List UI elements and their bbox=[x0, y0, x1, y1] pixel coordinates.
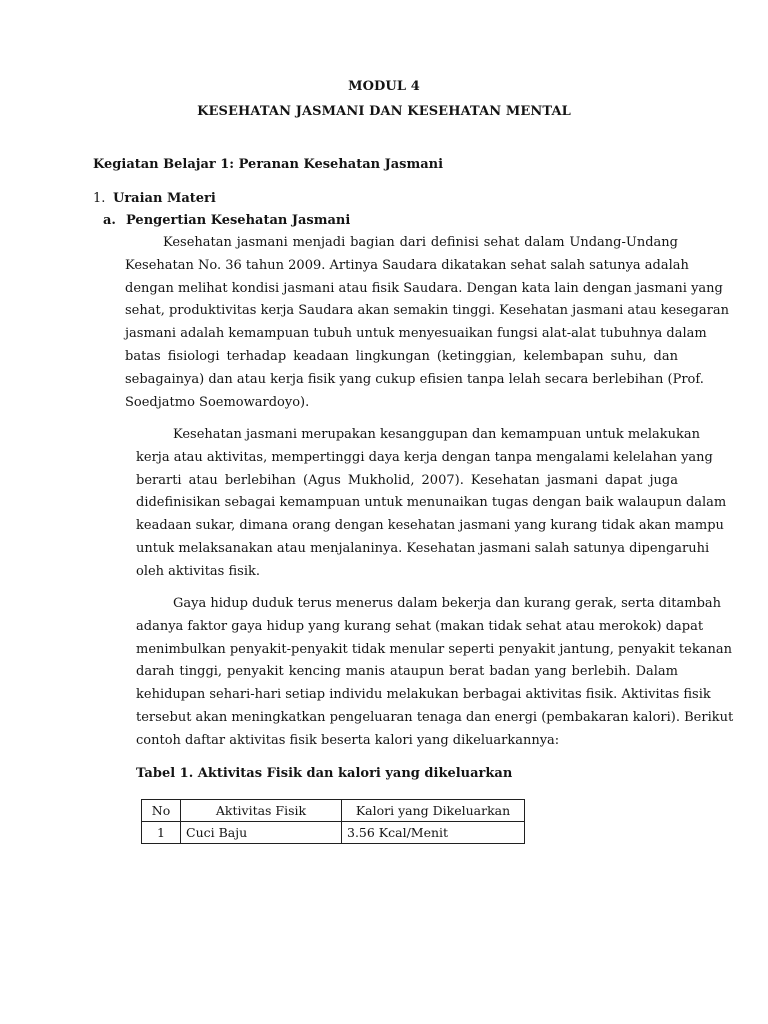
paragraph-line: kerja atau aktivitas, mempertinggi daya kerja dengan tanpa mengalami kelelahan yang bbox=[136, 449, 713, 465]
paragraph-line: contoh daftar aktivitas fisik beserta kalori yang dikeluarkannya: bbox=[136, 732, 560, 748]
paragraph-line: adanya faktor gaya hidup yang kurang sehat (makan tidak sehat atau merokok) dapat bbox=[136, 618, 704, 634]
paragraph-line: keadaan sukar, dimana orang dengan kesehatan jasmani yang kurang tidak akan mampu bbox=[136, 518, 724, 534]
paragraph-line: Gaya hidup duduk terus menerus dalam bekerja dan kurang gerak, serta ditambah bbox=[173, 596, 722, 611]
paragraph-1 bbox=[125, 232, 729, 414]
paragraph-line: batas fisiologi terhadap keadaan lingkungan (ketinggian, kelembapan suhu, dan bbox=[125, 348, 678, 364]
paragraph-line: untuk melaksanakan atau menjalaninya. Kesehatan jasmani salah satunya dipengaruhi bbox=[136, 540, 710, 556]
table-cell: 1 bbox=[142, 822, 181, 844]
paragraph-line: sehat, produktivitas kerja Saudara akan semakin tinggi. Kesehatan jasmani atau kesegaran bbox=[125, 303, 729, 319]
paragraph-line: Kesehatan jasmani merupakan kesanggupan dan kemampuan untuk melakukan bbox=[173, 427, 701, 442]
module-title: KESEHATAN JASMANI DAN KESEHATAN MENTAL bbox=[197, 104, 571, 119]
table-caption: Tabel 1. Aktivitas Fisik dan kalori yang dikeluarkan bbox=[136, 766, 513, 781]
paragraph-line: menimbulkan penyakit-penyakit tidak menular seperti penyakit jantung, penyakit tekanan bbox=[136, 641, 732, 657]
paragraph-line: Kesehatan No. 36 tahun 2009. Artinya Saudara dikatakan sehat salah satunya adalah bbox=[125, 257, 689, 273]
subsection-letter: a. bbox=[103, 213, 116, 228]
table-cell: Cuci Baju bbox=[181, 822, 342, 844]
section-number: 1. bbox=[93, 191, 106, 206]
column-header: Aktivitas Fisik bbox=[181, 800, 342, 822]
paragraph-line: kehidupan sehari-hari setiap individu melakukan berbagai aktivitas fisik. Aktivitas fisik bbox=[136, 687, 711, 703]
column-header: No bbox=[142, 800, 181, 822]
paragraph-line: berarti atau berlebihan (Agus Mukholid, 2007). Kesehatan jasmani dapat juga bbox=[136, 472, 678, 488]
paragraph-2 bbox=[136, 424, 727, 584]
paragraph-line: sebagainya) dan atau kerja fisik yang cukup efisien tanpa lelah secara berlebihan (Prof. bbox=[125, 371, 704, 387]
paragraph-line: didefinisikan sebagai kemampuan untuk menunaikan tugas dengan baik walaupun dalam bbox=[136, 495, 727, 511]
subsection-title: Pengertian Kesehatan Jasmani bbox=[126, 213, 351, 228]
paragraph-line: tersebut akan meningkatkan pengeluaran tenaga dan energi (pembakaran kalori). Berikut bbox=[136, 709, 734, 725]
module-number: MODUL 4 bbox=[348, 79, 420, 94]
paragraph-3 bbox=[136, 593, 734, 753]
column-header: Kalori yang Dikeluarkan bbox=[342, 800, 525, 822]
table-row bbox=[142, 822, 525, 844]
section-title: Uraian Materi bbox=[113, 191, 216, 206]
paragraph-line: Soedjatmo Soemowardoyo). bbox=[125, 394, 310, 410]
paragraph-line: dengan melihat kondisi jasmani atau fisik Saudara. Dengan kata lain dengan jasmani yang bbox=[125, 280, 723, 296]
table-cell: 3.56 Kcal/Menit bbox=[342, 822, 525, 844]
activity-calorie-table bbox=[141, 799, 525, 844]
activity-heading: Kegiatan Belajar 1: Peranan Kesehatan Jasmani bbox=[93, 157, 444, 172]
paragraph-line: Kesehatan jasmani menjadi bagian dari definisi sehat dalam Undang-Undang bbox=[163, 235, 678, 250]
paragraph-line: oleh aktivitas fisik. bbox=[136, 563, 260, 579]
paragraph-line: jasmani adalah kemampuan tubuh untuk menyesuaikan fungsi alat-alat tubuhnya dalam bbox=[125, 326, 707, 342]
table-header-row bbox=[142, 800, 525, 822]
paragraph-line: darah tinggi, penyakit kencing manis ataupun berat badan yang berlebih. Dalam bbox=[136, 664, 678, 680]
